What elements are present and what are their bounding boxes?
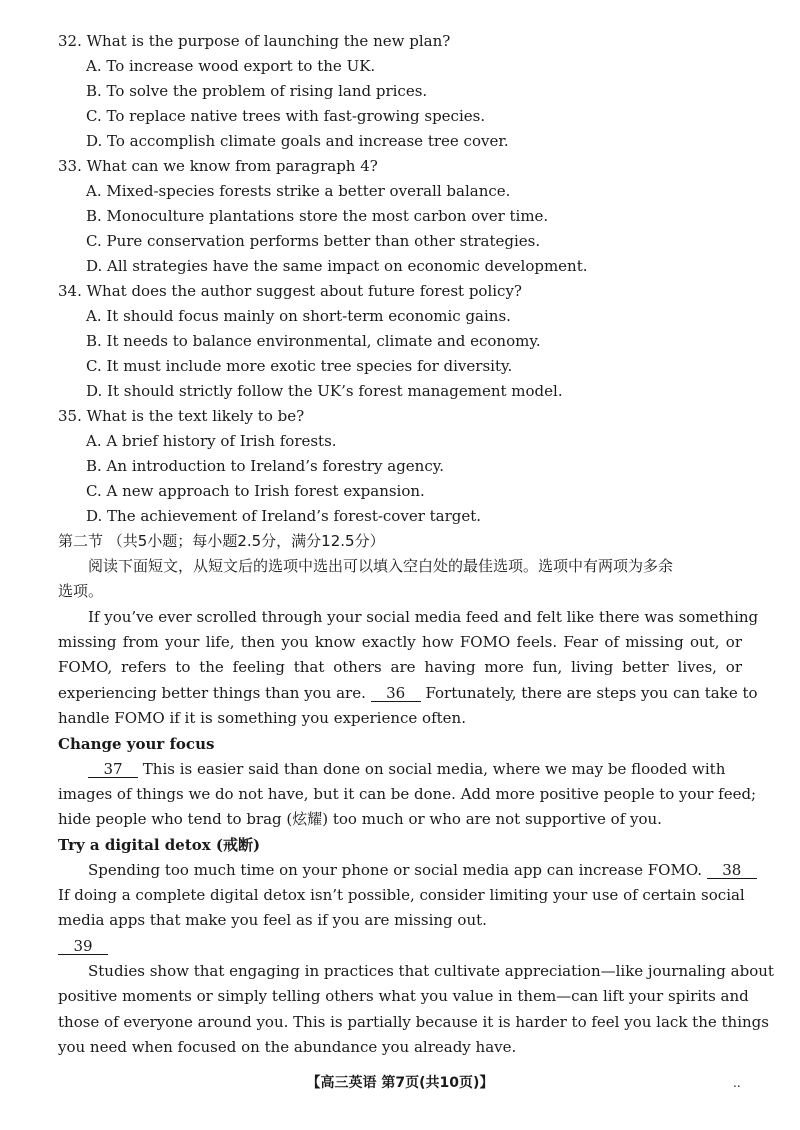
passage-p1-line4	[58, 683, 758, 703]
question-32-option-d: D. To accomplish climate goals and increase tree cover.	[86, 132, 509, 150]
passage-blank39-line	[58, 936, 742, 956]
question-32-option-c: C. To replace native trees with fast-growing species.	[86, 107, 486, 125]
passage-p1-line4-pre: experiencing better things than you are.	[58, 684, 366, 702]
question-34-option-a: A. It should focus mainly on short-term economic gains.	[86, 307, 511, 325]
blank-38: 38	[707, 862, 757, 879]
passage-p1-line1: If you’ve ever scrolled through your social media feed and felt like there was something	[88, 608, 759, 626]
footer-mark: ..	[733, 1076, 741, 1090]
question-34-option-c: C. It must include more exotic tree species for diversity.	[86, 357, 513, 375]
question-35-option-d: D. The achievement of Ireland’s forest-cover target.	[86, 507, 482, 525]
passage-p3-line3: media apps that make you feel as if you are missing out.	[58, 911, 487, 929]
passage-p3-line2: If doing a complete digital detox isn’t possible, consider limiting your use of certain social	[58, 886, 745, 904]
passage-p1-line2: missing from your life, then you know exactly how FOMO feels. Fear of missing out, or	[58, 633, 742, 651]
passage-p1-line3: FOMO, refers to the feeling that others are having more fun, living better lives, or	[58, 658, 742, 676]
passage-p2-line1	[88, 759, 742, 779]
question-32-stem: 32. What is the purpose of launching the new plan?	[58, 32, 451, 50]
question-32-option-b: B. To solve the problem of rising land prices.	[86, 82, 428, 100]
question-34-stem: 34. What does the author suggest about future forest policy?	[58, 282, 522, 300]
passage-p4-line2: positive moments or simply telling others what you value in them—can lift your spirits and	[58, 987, 749, 1005]
heading-change-your-focus: Change your focus	[58, 735, 215, 753]
page-footer: 【高三英语 第7页(共10页)】	[306, 1075, 494, 1091]
section-title: 第二节 （共5小题；每小题2.5分，满分12.5分）	[58, 532, 385, 550]
passage-p1-line4-post: Fortunately, there are steps you can take to	[425, 684, 758, 702]
question-35-option-b: B. An introduction to Ireland’s forestry agency.	[86, 457, 444, 475]
passage-p3-line1	[88, 860, 742, 880]
section-instruction-line2: 选项。	[58, 582, 104, 600]
question-35-stem: 35. What is the text likely to be?	[58, 407, 305, 425]
passage-p2-line1-post: This is easier said than done on social media, where we may be flooded with	[142, 760, 726, 778]
question-35-option-c: C. A new approach to Irish forest expansion.	[86, 482, 425, 500]
passage-p4-line4: you need when focused on the abundance you already have.	[58, 1038, 517, 1056]
passage-p2-line3: hide people who tend to brag (炫耀) too much or who are not supportive of you.	[58, 810, 662, 828]
passage-p4-line1: Studies show that engaging in practices that cultivate appreciation—like journaling about	[88, 962, 774, 980]
question-33-option-d: D. All strategies have the same impact on economic development.	[86, 257, 588, 275]
section-instruction-line1: 阅读下面短文，从短文后的选项中选出可以填入空白处的最佳选项。选项中有两项为多余	[88, 557, 674, 575]
blank-36: 36	[371, 685, 421, 702]
question-33-stem: 33. What can we know from paragraph 4?	[58, 157, 378, 175]
question-33-option-a: A. Mixed-species forests strike a better overall balance.	[86, 182, 511, 200]
question-33-option-b: B. Monoculture plantations store the most carbon over time.	[86, 207, 549, 225]
blank-37: 37	[88, 761, 138, 778]
question-34-option-b: B. It needs to balance environmental, climate and economy.	[86, 332, 541, 350]
passage-p1-line5: handle FOMO if it is something you experience often.	[58, 709, 466, 727]
question-33-option-c: C. Pure conservation performs better than other strategies.	[86, 232, 541, 250]
question-35-option-a: A. A brief history of Irish forests.	[86, 432, 337, 450]
passage-p2-line2: images of things we do not have, but it can be done. Add more positive people to your feed;	[58, 785, 757, 803]
passage-p4-line3: those of everyone around you. This is partially because it is harder to feel you lack the things	[58, 1013, 769, 1031]
question-32-option-a: A. To increase wood export to the UK.	[86, 57, 376, 75]
question-34-option-d: D. It should strictly follow the UK’s forest management model.	[86, 382, 563, 400]
heading-digital-detox: Try a digital detox (戒断)	[58, 836, 261, 854]
blank-39: 39	[58, 938, 108, 955]
passage-p3-line1-pre: Spending too much time on your phone or social media app can increase FOMO.	[88, 861, 703, 879]
